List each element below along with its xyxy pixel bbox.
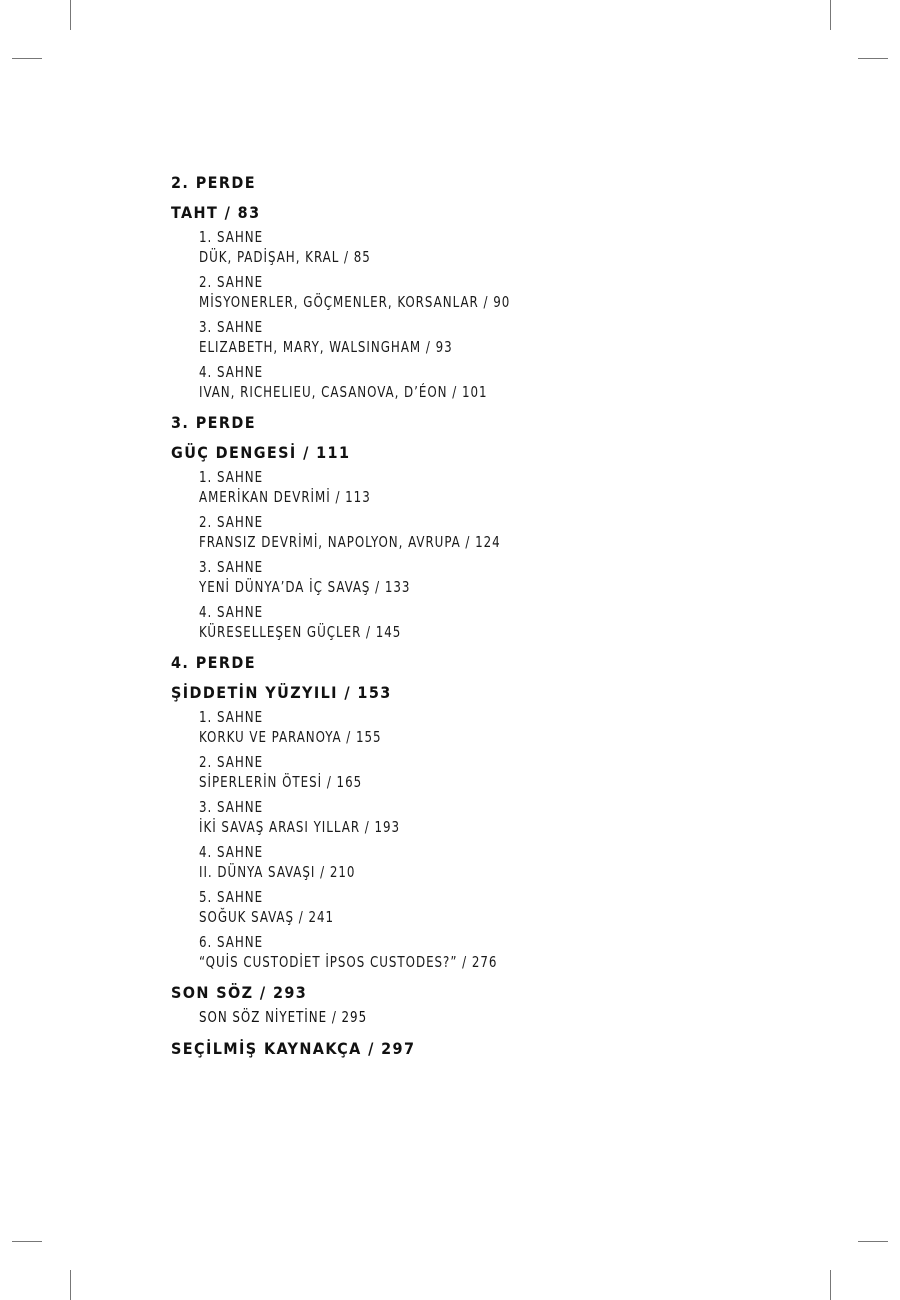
scene-title: SOĞUK SAVAŞ / 241 xyxy=(199,907,335,926)
scene-label: 6. SAHNE xyxy=(199,933,264,951)
toc-section-epilogue xyxy=(171,982,731,1028)
scene-entry xyxy=(199,843,731,882)
scene-list xyxy=(199,708,731,972)
toc-section xyxy=(171,412,731,642)
crop-mark-bottom-left-vertical xyxy=(70,1270,71,1300)
crop-mark-bottom-left-horizontal xyxy=(12,1241,42,1242)
scene-entry xyxy=(199,753,731,792)
scene-label: 2. SAHNE xyxy=(199,273,264,291)
toc-section xyxy=(171,172,731,402)
scene-entry xyxy=(199,933,731,972)
scene-title: DÜK, PADİŞAH, KRAL / 85 xyxy=(199,247,371,266)
scene-entry xyxy=(199,798,731,837)
scene-label: 1. SAHNE xyxy=(199,468,264,486)
scene-title: “QUİS CUSTODİET İPSOS CUSTODES?” / 276 xyxy=(199,952,498,971)
scene-entry xyxy=(199,708,731,747)
act-heading: 2. PERDE xyxy=(171,173,256,192)
scene-title: IVAN, RICHELIEU, CASANOVA, D’ÉON / 101 xyxy=(199,382,488,401)
scene-label: 5. SAHNE xyxy=(199,888,264,906)
scene-entry xyxy=(199,558,731,597)
scene-title: SİPERLERİN ÖTESİ / 165 xyxy=(199,772,363,791)
act-title: ŞİDDETİN YÜZYILI / 153 xyxy=(171,683,392,702)
act-title: TAHT / 83 xyxy=(171,203,261,222)
scene-list xyxy=(199,468,731,642)
toc-section xyxy=(171,652,731,972)
scene-label: 3. SAHNE xyxy=(199,798,264,816)
scene-entry xyxy=(199,468,731,507)
scene-label: 3. SAHNE xyxy=(199,558,264,576)
scene-label: 4. SAHNE xyxy=(199,363,264,381)
scene-entry xyxy=(199,363,731,402)
scene-title: II. DÜNYA SAVAŞI / 210 xyxy=(199,862,356,881)
scene-title: İKİ SAVAŞ ARASI YILLAR / 193 xyxy=(199,817,401,836)
scene-title: FRANSIZ DEVRİMİ, NAPOLYON, AVRUPA / 124 xyxy=(199,532,501,551)
toc-section-bibliography xyxy=(171,1038,731,1060)
epilogue-subentry: SON SÖZ NİYETİNE / 295 xyxy=(199,1008,368,1026)
act-title: GÜÇ DENGESİ / 111 xyxy=(171,443,351,462)
scene-entry xyxy=(199,888,731,927)
scene-label: 4. SAHNE xyxy=(199,843,264,861)
scene-label: 4. SAHNE xyxy=(199,603,264,621)
scene-title: AMERİKAN DEVRİMİ / 113 xyxy=(199,487,371,506)
scene-label: 3. SAHNE xyxy=(199,318,264,336)
scene-label: 1. SAHNE xyxy=(199,228,264,246)
crop-mark-top-right-horizontal xyxy=(858,58,888,59)
scene-entry xyxy=(199,273,731,312)
scene-title: KORKU VE PARANOYA / 155 xyxy=(199,727,382,746)
scene-title: KÜRESELLEŞEN GÜÇLER / 145 xyxy=(199,622,402,641)
table-of-contents xyxy=(171,172,731,1064)
scene-label: 2. SAHNE xyxy=(199,753,264,771)
scene-title: YENİ DÜNYA’DA İÇ SAVAŞ / 133 xyxy=(199,577,411,596)
scene-list xyxy=(199,228,731,402)
scene-entry xyxy=(199,603,731,642)
crop-mark-bottom-right-vertical xyxy=(830,1270,831,1300)
crop-mark-top-right-vertical xyxy=(830,0,831,30)
scene-label: 1. SAHNE xyxy=(199,708,264,726)
epilogue-title: SON SÖZ / 293 xyxy=(171,983,308,1002)
crop-mark-top-left-vertical xyxy=(70,0,71,30)
scene-title: ELIZABETH, MARY, WALSINGHAM / 93 xyxy=(199,337,453,356)
bibliography-title: SEÇİLMİŞ KAYNAKÇA / 297 xyxy=(171,1038,416,1058)
scene-title: MİSYONERLER, GÖÇMENLER, KORSANLAR / 90 xyxy=(199,292,511,311)
scene-entry xyxy=(199,318,731,357)
crop-mark-top-left-horizontal xyxy=(12,58,42,59)
act-heading: 3. PERDE xyxy=(171,413,256,432)
scene-entry xyxy=(199,513,731,552)
act-heading: 4. PERDE xyxy=(171,653,256,672)
crop-mark-bottom-right-horizontal xyxy=(858,1241,888,1242)
scene-label: 2. SAHNE xyxy=(199,513,264,531)
scene-entry xyxy=(199,228,731,267)
